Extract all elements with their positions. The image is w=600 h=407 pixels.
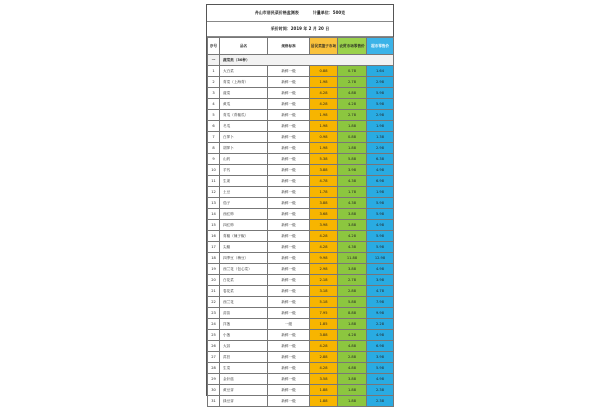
cell-name: 芋艿 bbox=[220, 165, 268, 176]
table-row bbox=[208, 143, 394, 154]
cell-no: 8 bbox=[208, 143, 220, 154]
cell-market-b: 0.88 bbox=[338, 132, 367, 143]
cell-market-b: 4.38 bbox=[338, 198, 367, 209]
cell-std: 一级 bbox=[268, 319, 310, 330]
cell-name: 西红柿 bbox=[220, 209, 268, 220]
cell-name: 卷花菜 bbox=[220, 286, 268, 297]
cell-market-c: 9.98 bbox=[367, 308, 394, 319]
cell-name: 大蒜 bbox=[220, 341, 268, 352]
cell-market-a: 1.88 bbox=[310, 396, 338, 407]
cell-no: 4 bbox=[208, 99, 220, 110]
cell-market-c: 3.98 bbox=[367, 275, 394, 286]
cell-market-a: 3.58 bbox=[310, 374, 338, 385]
cell-std: 新鲜一级 bbox=[268, 220, 310, 231]
cell-market-b: 4.88 bbox=[338, 341, 367, 352]
table-row bbox=[208, 231, 394, 242]
cell-market-b: 4.38 bbox=[338, 242, 367, 253]
cell-market-c: 4.78 bbox=[367, 286, 394, 297]
header-market-b: 农贸市场零售价 bbox=[338, 38, 367, 55]
cell-market-a: 0.88 bbox=[310, 66, 338, 77]
cell-name: 白萝卜 bbox=[220, 132, 268, 143]
cell-std: 新鲜一级 bbox=[268, 132, 310, 143]
cell-market-b: 8.88 bbox=[338, 308, 367, 319]
cell-market-b: 1.88 bbox=[338, 319, 367, 330]
cell-market-b: 3.88 bbox=[338, 220, 367, 231]
table-row bbox=[208, 330, 394, 341]
cell-no: 19 bbox=[208, 264, 220, 275]
cell-market-b: 0.78 bbox=[338, 66, 367, 77]
cell-market-b: 1.88 bbox=[338, 121, 367, 132]
cell-no: 10 bbox=[208, 165, 220, 176]
cell-market-b: 1.88 bbox=[338, 385, 367, 396]
table-row bbox=[208, 275, 394, 286]
cell-no: 16 bbox=[208, 231, 220, 242]
cell-std: 新鲜一级 bbox=[268, 308, 310, 319]
cell-name: 山药 bbox=[220, 154, 268, 165]
cell-market-a: 3.68 bbox=[310, 209, 338, 220]
cell-no: 5 bbox=[208, 110, 220, 121]
cell-market-b: 2.88 bbox=[338, 286, 367, 297]
cell-name: 生菜 bbox=[220, 363, 268, 374]
cell-market-b: 3.88 bbox=[338, 374, 367, 385]
cell-std: 新鲜一级 bbox=[268, 352, 310, 363]
cell-name: 四季豆（梅豆） bbox=[220, 253, 268, 264]
cell-market-b: 3.88 bbox=[338, 209, 367, 220]
table-header-row bbox=[208, 38, 394, 55]
cell-market-a: 9.98 bbox=[310, 253, 338, 264]
cell-market-c: 2.28 bbox=[367, 319, 394, 330]
cell-market-a: 7.95 bbox=[310, 308, 338, 319]
title-row bbox=[207, 5, 393, 22]
cell-market-a: 1.98 bbox=[310, 77, 338, 88]
cell-no: 30 bbox=[208, 385, 220, 396]
cell-std: 新鲜一级 bbox=[268, 99, 310, 110]
cell-name: 莴苣 bbox=[220, 352, 268, 363]
cell-name: 茄子 bbox=[220, 198, 268, 209]
cell-market-a: 1.85 bbox=[310, 319, 338, 330]
table-row bbox=[208, 308, 394, 319]
cell-market-a: 0.98 bbox=[310, 132, 338, 143]
table-row bbox=[208, 88, 394, 99]
table-row bbox=[208, 77, 394, 88]
header-market-c: 超市零售价 bbox=[367, 38, 394, 55]
cell-market-b: 2.78 bbox=[338, 77, 367, 88]
cell-market-a: 4.28 bbox=[310, 88, 338, 99]
cell-market-b: 11.88 bbox=[338, 253, 367, 264]
cell-no: 20 bbox=[208, 275, 220, 286]
cell-market-a: 3.18 bbox=[310, 286, 338, 297]
date-row bbox=[207, 22, 393, 37]
cell-market-c: 2.98 bbox=[367, 143, 394, 154]
cell-no: 14 bbox=[208, 209, 220, 220]
cell-market-b: 5.88 bbox=[338, 154, 367, 165]
table-row bbox=[208, 132, 394, 143]
cell-no: 6 bbox=[208, 121, 220, 132]
cell-no: 28 bbox=[208, 363, 220, 374]
cell-no: 15 bbox=[208, 220, 220, 231]
cell-no: 17 bbox=[208, 242, 220, 253]
cell-market-a: 5.38 bbox=[310, 154, 338, 165]
cell-name: 绿豆芽 bbox=[220, 396, 268, 407]
cell-market-c: 4.98 bbox=[367, 165, 394, 176]
cell-no: 26 bbox=[208, 341, 220, 352]
cell-std: 新鲜一级 bbox=[268, 209, 310, 220]
cell-market-b: 2.88 bbox=[338, 352, 367, 363]
cell-name: 四红柿 bbox=[220, 220, 268, 231]
table-row bbox=[208, 253, 394, 264]
table-row bbox=[208, 176, 394, 187]
cell-market-a: 4.28 bbox=[310, 231, 338, 242]
price-sheet bbox=[206, 4, 394, 403]
table-row bbox=[208, 319, 394, 330]
cell-std: 新鲜一级 bbox=[268, 363, 310, 374]
cell-market-a: 4.28 bbox=[310, 99, 338, 110]
cell-market-c: 5.98 bbox=[367, 231, 394, 242]
cell-std: 新鲜一级 bbox=[268, 264, 310, 275]
cell-name: 胡萝卜 bbox=[220, 143, 268, 154]
table-row bbox=[208, 121, 394, 132]
cell-no: 21 bbox=[208, 286, 220, 297]
table-row bbox=[208, 242, 394, 253]
cell-name: 西兰花 bbox=[220, 297, 268, 308]
unit-label: 计量单位：500克 bbox=[312, 10, 346, 15]
cell-std: 新鲜一级 bbox=[268, 253, 310, 264]
price-table bbox=[207, 37, 394, 407]
cell-std: 新鲜一级 bbox=[268, 66, 310, 77]
cell-std: 新鲜一级 bbox=[268, 297, 310, 308]
cell-name: 青瓜（青椒瓜） bbox=[220, 110, 268, 121]
table-row bbox=[208, 66, 394, 77]
section-row bbox=[208, 55, 394, 66]
header-std: 规格标准 bbox=[268, 38, 310, 55]
cell-market-c: 1.98 bbox=[367, 187, 394, 198]
cell-market-c: 5.98 bbox=[367, 242, 394, 253]
cell-market-c: 1.98 bbox=[367, 121, 394, 132]
header-name: 品名 bbox=[220, 38, 268, 55]
cell-no: 13 bbox=[208, 198, 220, 209]
cell-std: 新鲜一级 bbox=[268, 275, 310, 286]
cell-no: 1 bbox=[208, 66, 220, 77]
cell-market-a: 1.78 bbox=[310, 187, 338, 198]
cell-std: 新鲜一级 bbox=[268, 88, 310, 99]
cell-name: 青椒（辣子椒） bbox=[220, 231, 268, 242]
cell-market-c: 5.98 bbox=[367, 363, 394, 374]
cell-market-a: 1.98 bbox=[310, 143, 338, 154]
table-row bbox=[208, 297, 394, 308]
cell-no: 18 bbox=[208, 253, 220, 264]
cell-std: 新鲜一级 bbox=[268, 77, 310, 88]
collection-date: 采价时间：2019 年 2 月 20 日 bbox=[270, 26, 330, 31]
cell-market-c: 6.38 bbox=[367, 154, 394, 165]
cell-market-a: 3.88 bbox=[310, 330, 338, 341]
cell-market-c: 1.38 bbox=[367, 132, 394, 143]
cell-std: 新鲜一级 bbox=[268, 187, 310, 198]
cell-market-c: 2.98 bbox=[367, 110, 394, 121]
cell-no: 7 bbox=[208, 132, 220, 143]
cell-std: 新鲜一级 bbox=[268, 242, 310, 253]
cell-std: 新鲜一级 bbox=[268, 121, 310, 132]
cell-market-a: 2.18 bbox=[310, 275, 338, 286]
cell-market-b: 3.98 bbox=[338, 165, 367, 176]
cell-name: 青菜（上海青） bbox=[220, 77, 268, 88]
cell-std: 新鲜一级 bbox=[268, 165, 310, 176]
table-row bbox=[208, 374, 394, 385]
cell-name: 黄瓜 bbox=[220, 99, 268, 110]
cell-market-a: 3.88 bbox=[310, 165, 338, 176]
cell-market-a: 4.28 bbox=[310, 363, 338, 374]
cell-no: 25 bbox=[208, 330, 220, 341]
cell-market-b: 5.88 bbox=[338, 297, 367, 308]
section-label: 蔬菜类（30种） bbox=[220, 55, 394, 66]
cell-market-b: 3.88 bbox=[338, 264, 367, 275]
cell-market-c: 2.98 bbox=[367, 77, 394, 88]
cell-name: 黄豆芽 bbox=[220, 385, 268, 396]
cell-market-c: 12.98 bbox=[367, 253, 394, 264]
cell-std: 新鲜一级 bbox=[268, 385, 310, 396]
cell-market-c: 2.38 bbox=[367, 385, 394, 396]
cell-no: 29 bbox=[208, 374, 220, 385]
cell-std: 新鲜一级 bbox=[268, 198, 310, 209]
cell-no: 9 bbox=[208, 154, 220, 165]
cell-std: 新鲜一级 bbox=[268, 110, 310, 121]
table-row bbox=[208, 209, 394, 220]
cell-std: 新鲜一级 bbox=[268, 143, 310, 154]
table-row bbox=[208, 187, 394, 198]
table-row bbox=[208, 385, 394, 396]
cell-market-b: 4.38 bbox=[338, 176, 367, 187]
table-row bbox=[208, 154, 394, 165]
cell-market-c: 5.98 bbox=[367, 198, 394, 209]
table-row bbox=[208, 110, 394, 121]
cell-name: 冬瓜 bbox=[220, 121, 268, 132]
cell-market-a: 4.28 bbox=[310, 242, 338, 253]
table-row bbox=[208, 352, 394, 363]
header-no: 序号 bbox=[208, 38, 220, 55]
cell-market-b: 4.88 bbox=[338, 88, 367, 99]
cell-market-b: 4.28 bbox=[338, 330, 367, 341]
cell-market-a: 1.98 bbox=[310, 110, 338, 121]
cell-market-c: 6.98 bbox=[367, 176, 394, 187]
cell-no: 24 bbox=[208, 319, 220, 330]
cell-market-a: 4.28 bbox=[310, 341, 338, 352]
cell-market-c: 4.98 bbox=[367, 374, 394, 385]
cell-market-c: 7.98 bbox=[367, 297, 394, 308]
cell-market-c: 5.98 bbox=[367, 88, 394, 99]
cell-std: 新鲜一级 bbox=[268, 341, 310, 352]
cell-no: 11 bbox=[208, 176, 220, 187]
cell-no: 31 bbox=[208, 396, 220, 407]
cell-market-b: 2.78 bbox=[338, 275, 367, 286]
cell-std: 新鲜一级 bbox=[268, 330, 310, 341]
cell-market-b: 4.88 bbox=[338, 363, 367, 374]
cell-market-b: 1.88 bbox=[338, 143, 367, 154]
cell-market-a: 4.78 bbox=[310, 176, 338, 187]
cell-std: 新鲜一级 bbox=[268, 176, 310, 187]
header-market-a: 居民菜篮子市场 bbox=[310, 38, 338, 55]
cell-market-c: 3.98 bbox=[367, 352, 394, 363]
cell-market-a: 5.18 bbox=[310, 297, 338, 308]
section-no: 一 bbox=[208, 55, 220, 66]
cell-name: 蒜苗 bbox=[220, 308, 268, 319]
cell-market-c: 4.98 bbox=[367, 330, 394, 341]
cell-market-c: 4.98 bbox=[367, 264, 394, 275]
table-row bbox=[208, 341, 394, 352]
cell-market-c: 5.98 bbox=[367, 209, 394, 220]
table-row bbox=[208, 99, 394, 110]
cell-name: 小葱 bbox=[220, 330, 268, 341]
cell-name: 菠菜 bbox=[220, 88, 268, 99]
cell-market-a: 1.88 bbox=[310, 385, 338, 396]
table-row bbox=[208, 286, 394, 297]
table-row bbox=[208, 165, 394, 176]
cell-name: 金针菇 bbox=[220, 374, 268, 385]
table-row bbox=[208, 198, 394, 209]
table-row bbox=[208, 264, 394, 275]
cell-market-b: 2.78 bbox=[338, 110, 367, 121]
cell-no: 23 bbox=[208, 308, 220, 319]
cell-market-a: 1.98 bbox=[310, 121, 338, 132]
cell-no: 27 bbox=[208, 352, 220, 363]
cell-market-c: 2.38 bbox=[367, 396, 394, 407]
cell-name: 西兰花（包心菜） bbox=[220, 264, 268, 275]
cell-std: 新鲜一级 bbox=[268, 286, 310, 297]
cell-market-c: 6.98 bbox=[367, 341, 394, 352]
sheet-title: 舟山市居民菜价格监测表 bbox=[254, 10, 299, 15]
cell-std: 新鲜一级 bbox=[268, 231, 310, 242]
cell-no: 22 bbox=[208, 297, 220, 308]
table-row bbox=[208, 220, 394, 231]
cell-name: 土豆 bbox=[220, 187, 268, 198]
cell-market-c: 1.64 bbox=[367, 66, 394, 77]
cell-name: 白花菜 bbox=[220, 275, 268, 286]
table-body bbox=[208, 55, 394, 407]
cell-name: 大白菜 bbox=[220, 66, 268, 77]
cell-market-b: 4.28 bbox=[338, 231, 367, 242]
cell-market-b: 1.88 bbox=[338, 396, 367, 407]
cell-market-a: 2.88 bbox=[310, 352, 338, 363]
cell-name: 洋葱 bbox=[220, 319, 268, 330]
cell-no: 12 bbox=[208, 187, 220, 198]
cell-market-a: 3.98 bbox=[310, 220, 338, 231]
cell-market-a: 3.88 bbox=[310, 198, 338, 209]
cell-no: 3 bbox=[208, 88, 220, 99]
cell-name: 尖椒 bbox=[220, 242, 268, 253]
cell-market-a: 2.98 bbox=[310, 264, 338, 275]
cell-market-c: 4.98 bbox=[367, 220, 394, 231]
cell-market-b: 1.78 bbox=[338, 187, 367, 198]
cell-market-b: 4.28 bbox=[338, 99, 367, 110]
cell-std: 新鲜一级 bbox=[268, 154, 310, 165]
table-row bbox=[208, 363, 394, 374]
table-row bbox=[208, 396, 394, 407]
cell-no: 2 bbox=[208, 77, 220, 88]
cell-name: 生姜 bbox=[220, 176, 268, 187]
cell-std: 新鲜一级 bbox=[268, 374, 310, 385]
cell-std: 新鲜一级 bbox=[268, 396, 310, 407]
cell-market-c: 5.98 bbox=[367, 99, 394, 110]
